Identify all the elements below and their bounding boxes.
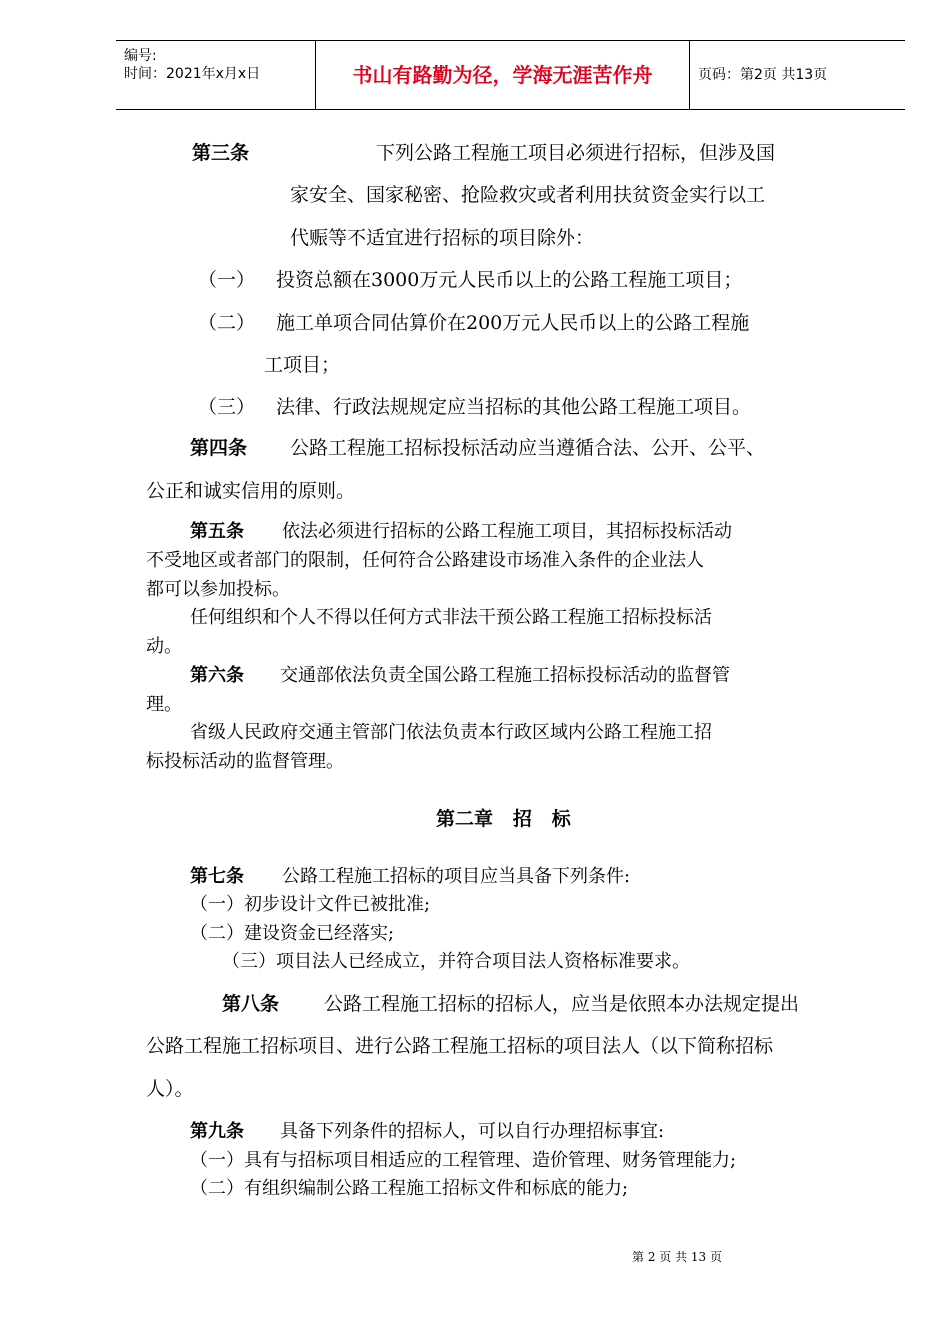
article-6-title: 第六条 xyxy=(190,665,244,686)
article-4-line: 公正和诚实信用的原则。 xyxy=(146,480,356,502)
article-3-line: 下列公路工程施工项目必须进行招标，但涉及国 xyxy=(376,142,776,164)
item-number: （一） xyxy=(198,269,256,291)
article-7-item: （一）初步设计文件已被批准; xyxy=(190,894,431,915)
article-7-item: （二）建设资金已经落实; xyxy=(190,923,395,944)
article-6-line: 省级人民政府交通主管部门依法负责本行政区域内公路工程施工招 xyxy=(190,722,712,743)
article-3-title: 第三条 xyxy=(192,142,250,164)
item-number: （三） xyxy=(198,396,256,418)
article-8-line: 公路工程施工招标项目、进行公路工程施工招标的项目法人（以下简称招标 xyxy=(146,1035,774,1057)
article-6-line: 理。 xyxy=(146,694,182,715)
article-9-item: （二）有组织编制公路工程施工招标文件和标底的能力; xyxy=(190,1178,629,1199)
article-8-title: 第八条 xyxy=(222,993,280,1015)
article-3-item: 施工单项合同估算价在200万元人民币以上的公路工程施 xyxy=(276,312,750,334)
article-8-line: 人）。 xyxy=(146,1078,194,1100)
article-9-line: 具备下列条件的招标人，可以自行办理招标事宜: xyxy=(280,1121,665,1142)
page-header xyxy=(116,40,905,110)
article-5-line: 动。 xyxy=(146,636,182,657)
article-6-line: 标投标活动的监督管理。 xyxy=(146,751,344,772)
article-8-line: 公路工程施工招标的招标人，应当是依照本办法规定提出 xyxy=(324,993,800,1015)
header-meta xyxy=(116,41,316,109)
article-5-line: 都可以参加投标。 xyxy=(146,579,290,600)
article-3-item: 法律、行政法规规定应当招标的其他公路工程施工项目。 xyxy=(276,396,752,418)
item-number: （二） xyxy=(198,312,256,334)
article-7-item: （三）项目法人已经成立，并符合项目法人资格标准要求。 xyxy=(222,951,690,972)
article-6-line: 交通部依法负责全国公路工程施工招标投标活动的监督管 xyxy=(280,665,730,686)
article-9-item: （一）具有与招标项目相适应的工程管理、造价管理、财务管理能力; xyxy=(190,1150,737,1171)
article-9-title: 第九条 xyxy=(190,1121,244,1142)
chapter-heading: 第二章 招 标 xyxy=(436,808,571,830)
article-5-title: 第五条 xyxy=(190,521,244,542)
number-label: 编号: xyxy=(124,48,157,64)
article-5-line: 不受地区或者部门的限制，任何符合公路建设市场准入条件的企业法人 xyxy=(146,550,704,571)
page-footer: 第 2 页 共 13 页 xyxy=(632,1250,722,1264)
article-5-line: 任何组织和个人不得以任何方式非法干预公路工程施工招标投标活 xyxy=(190,607,712,628)
article-4-line: 公路工程施工招标投标活动应当遵循合法、公开、公平、 xyxy=(290,437,766,459)
header-page-info: 页码：第2页 共13页 xyxy=(698,67,828,83)
article-5-line: 依法必须进行招标的公路工程施工项目，其招标投标活动 xyxy=(282,521,732,542)
article-3-line: 代赈等不适宜进行招标的项目除外： xyxy=(290,227,595,249)
article-7-line: 公路工程施工招标的项目应当具备下列条件: xyxy=(282,866,631,887)
article-4-title: 第四条 xyxy=(190,437,248,459)
article-3-item: 工项目； xyxy=(264,354,341,376)
article-3-item: 投资总额在3000万元人民币以上的公路工程施工项目； xyxy=(276,269,743,291)
article-7-title: 第七条 xyxy=(190,866,244,887)
header-motto: 书山有路勤为径，学海无涯苦作舟 xyxy=(316,41,690,109)
article-3-line: 家安全、国家秘密、抢险救灾或者利用扶贫资金实行以工 xyxy=(290,184,766,206)
time-label: 时间：2021年x月x日 xyxy=(124,66,261,82)
